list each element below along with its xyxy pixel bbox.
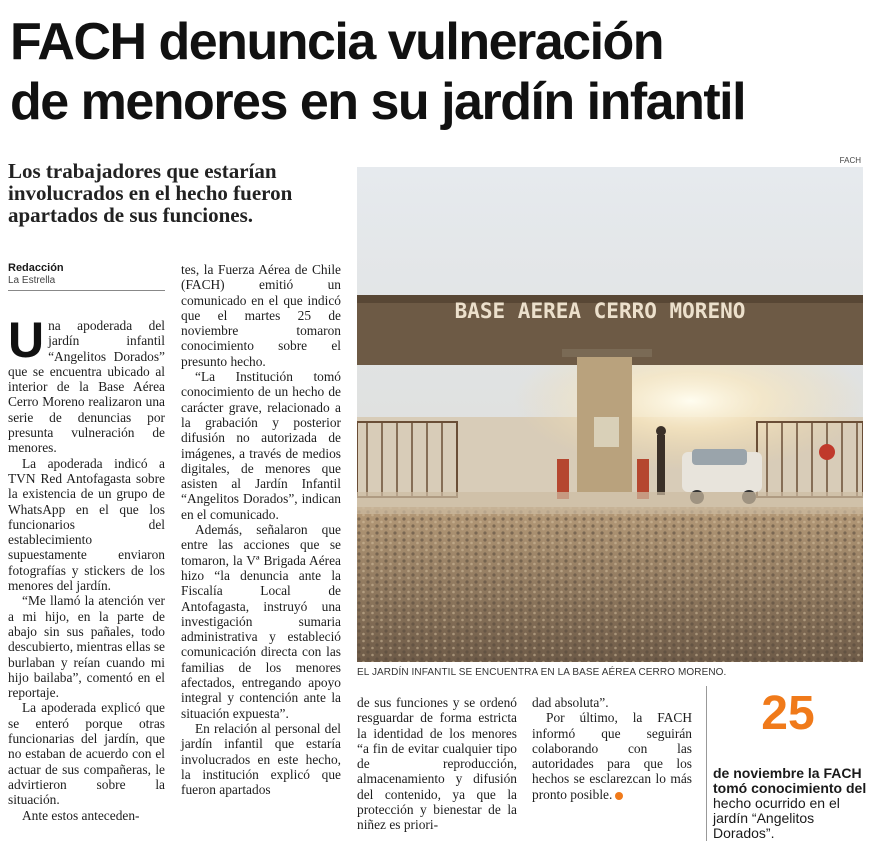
paragraph: dad absoluta”. [532,695,609,710]
stat-description [713,766,869,841]
paragraph: La apoderada indicó a TVN Red Antofagasta sobre la existencia de un grupo de WhatsApp en el que los funcionarios del establecimiento supuestamente enviaron fotografías y stickers de los menores del jardín. [8,455,165,594]
paragraph: Ante estos anteceden- [22,807,140,823]
quote-paragraph: “La Institución tomó conocimiento de un hecho de carácter grave, relacionado a la grabación y posterior difusión no autorizada de imágenes, a través de medios digitales, de menores que asisten al Jardín Infantil “Angelitos Dorados”, indican en el comunicado. [181,369,341,522]
paragraph: La apoderada explicó que se enteró porque otras funcionarias del jardín, que no estaban de acuerdo con el actuar de sus compañeras, le advirtieron sobre la situación. [8,700,165,808]
paragraph: de sus funciones y se ordenó resguardar de forma estricta la identidad de los menores “a fin de evitar cualquier tipo de reproducción, almacenamiento y difusión del contenido, ya que la protección y bienestar de la niñez es priori- [357,695,517,833]
end-mark-icon [615,792,623,800]
byline-author: Redacción [8,262,64,274]
stat-number: 25 [761,687,815,740]
headline [10,12,865,132]
paragraph: En relación al personal del jardín infantil que estaría involucrados en este hecho, la institución explicó que fueron apartados [181,720,341,798]
headline-line-2: de menores en su jardín infantil [10,73,746,131]
paragraph: tes, la Fuerza Aérea de Chile (FACH) emitió un comunicado en el que indicó que el martes 25 de noviembre tomaron conocimiento sobre el presunto hecho. [181,262,341,369]
stat-text: hecho ocurrido en el jardín “Angelitos Dorados”. [713,795,840,841]
article-column-4 [532,695,692,802]
quote-paragraph: “Me llamó la atención ver a mi hijo, en la parte de abajo sin sus pañales, todo descubierto, mientras ellas se burlaban y reían cuando mi hijo bailaba”, comentó en el reportaje. [8,593,165,701]
byline [8,262,165,291]
article-photo [357,167,863,662]
article-column-2 [181,262,341,797]
drop-cap: U [8,312,45,368]
paragraph: Además, señalaron que entre las acciones que se tomaron, la Vª Brigada Aérea hizo “la denuncia ante la Fiscalía Local de Antofagasta, instruyó una investigación sumaria administrativa y estableció comunicación directa con las familias de los menores afectados, entregando apoyo integral y contención ante la situación expuesta”. [181,522,341,721]
byline-outlet: La Estrella [8,275,56,286]
article-column-1 [8,312,165,823]
gate-sign-text: BASE AEREA CERRO MORENO [454,299,746,323]
photo-credit: FACH [839,156,861,165]
stat-bold-text: de noviembre la FACH tomó conocimiento del [713,765,867,796]
subheadline: Los trabajadores que estarían involucrados en el hecho fueron apartados de sus funciones. [8,159,293,227]
stat-highlight-box [706,686,869,841]
closing-paragraph: Por último, la FACH informó que seguirán colaborando con las autoridades para que los hechos se esclarezcan lo más pronto posible. [532,710,692,802]
article-column-3 [357,695,517,833]
photo-caption: EL JARDÍN INFANTIL SE ENCUENTRA EN LA BASE AÉREA CERRO MORENO. [357,667,727,678]
paragraph: Una apoderada del jardín infantil “Angelitos Dorados” que se encuentra ubicado al interior de la Base Aérea Cerro Moreno realizaron una serie de denuncias por presunta vulneración de menores. [8,312,165,456]
headline-line-1: FACH denuncia vulneración [10,13,664,71]
